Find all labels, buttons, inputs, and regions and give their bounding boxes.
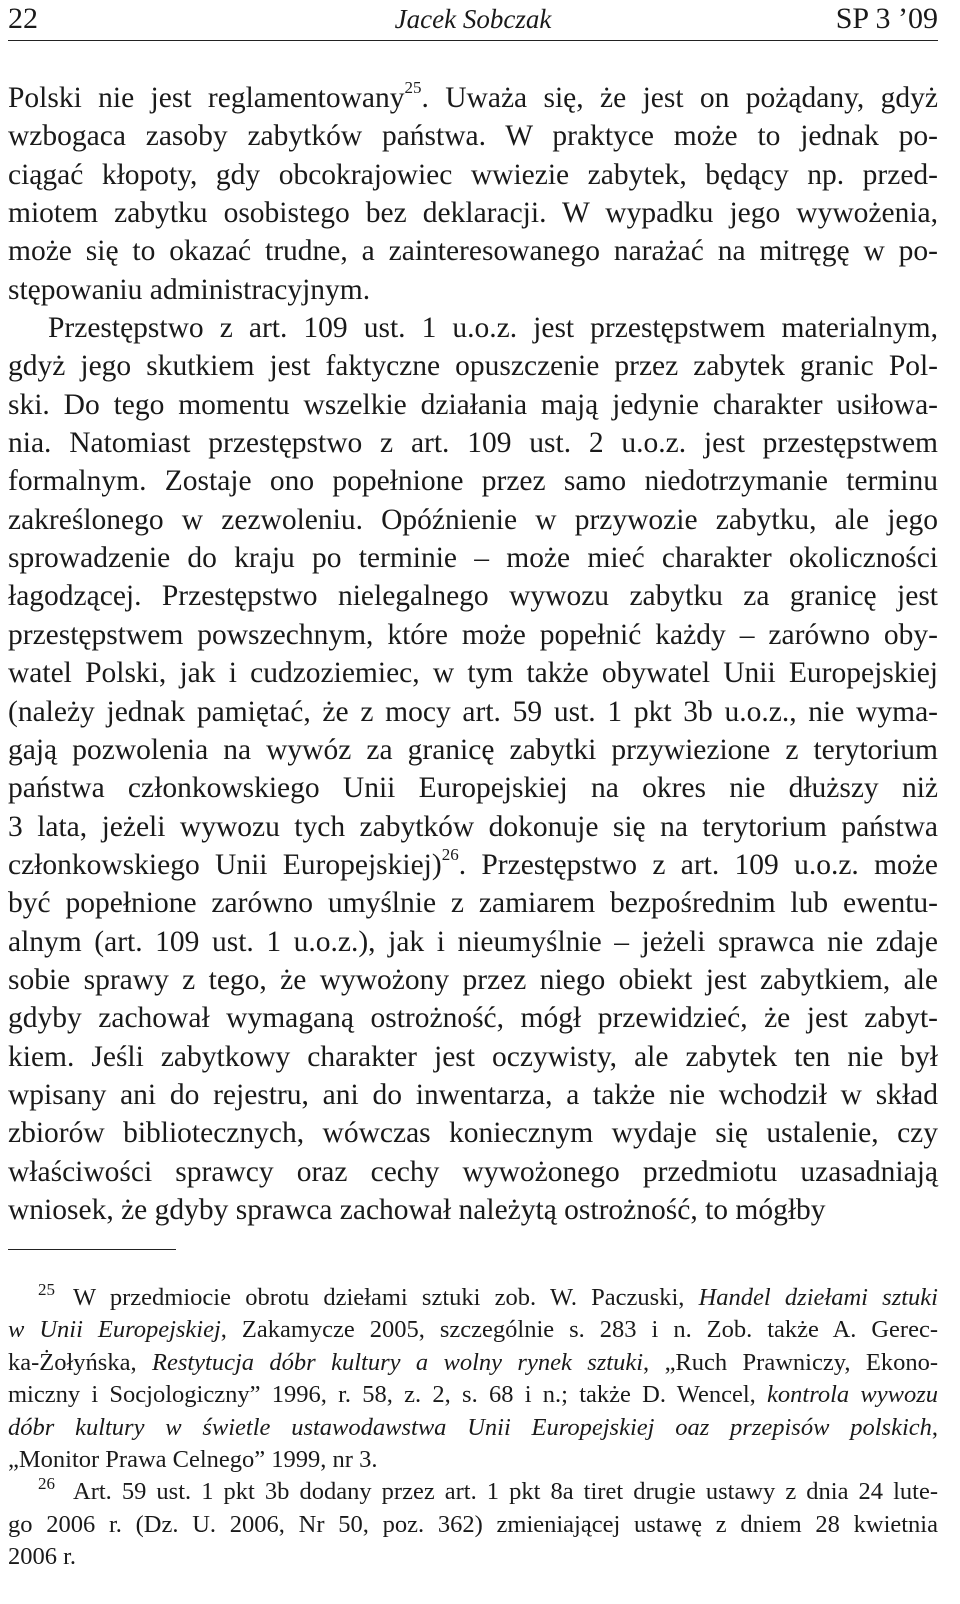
text-line: wpisany ani do rejestru, ani do inwentarza, a także nie wchodził w skład bbox=[8, 1078, 938, 1111]
text-line: 3 lata, jeżeli wywozu tych zabytków dokonuje się na terytorium państwa bbox=[8, 810, 938, 843]
footnotes bbox=[8, 1282, 938, 1574]
text-line: właściwości sprawcy oraz cechy wywożonego przedmiotu uzasadniają bbox=[8, 1155, 938, 1188]
footnote-line: ka-Żołyńska, Restytucja dóbr kultury a wolny rynek sztuki, „Ruch Prawniczy, Ekono- bbox=[8, 1348, 938, 1376]
footnote-line: 2006 r. bbox=[8, 1543, 77, 1571]
footnote-26: $^{26}$ Art. 59 ust. 1 pkt 3b dodany przez art. 1 pkt 8a tiret drugie ustawy z dnia 24 lute- bbox=[38, 1474, 938, 1506]
text-line: formalnym. Zostaje ono popełnione przez samo niedotrzymanie terminu bbox=[8, 465, 938, 498]
text-line: (należy jednak pamiętać, że z mocy art. 59 ust. 1 pkt 3b u.o.z., nie wyma- bbox=[8, 695, 938, 728]
footnote-line: „Monitor Prawa Celnego” 1999, nr 3. bbox=[8, 1445, 378, 1473]
text-line: ciągać kłopoty, gdy obcokrajowiec wwiezie zabytek, będący np. przed- bbox=[8, 158, 938, 191]
footnote-line: go 2006 r. (Dz. U. 2006, Nr 50, poz. 362) zmieniającej ustawę z dniem 28 kwietnia bbox=[8, 1510, 938, 1538]
footnote-ref: 26 bbox=[441, 844, 459, 864]
text-line: gdyż jego skutkiem jest faktyczne opuszczenie przez zabytek granic Pol- bbox=[8, 350, 938, 383]
footnote-line: w Unii Europejskiej, Zakamycze 2005, szczególnie s. 283 i n. Zob. także A. Gerec- bbox=[8, 1316, 938, 1344]
footnote-number: 26 bbox=[38, 1474, 55, 1494]
text-line: ski. Do tego momentu wszelkie działania mają jedynie charakter usiłowa- bbox=[8, 388, 938, 421]
text-line: nia. Natomiast przestępstwo z art. 109 ust. 2 u.o.z. jest przestępstwem bbox=[8, 427, 938, 460]
text-line: zbiorów bibliotecznych, wówczas koniecznym wydaje się ustalenie, czy bbox=[8, 1117, 938, 1150]
text-line: stępowaniu administracyjnym. bbox=[8, 273, 371, 306]
text-line: Przestępstwo z art. 109 ust. 1 u.o.z. jest przestępstwem materialnym, bbox=[48, 312, 938, 345]
running-header bbox=[8, 0, 938, 41]
text-line: alnym (art. 109 ust. 1 u.o.z.), jak i nieumyślnie – jeżeli sprawca nie zdaje bbox=[8, 925, 938, 958]
running-author: Jacek Sobczak bbox=[394, 4, 552, 34]
page-number: 22 bbox=[8, 2, 38, 35]
footnote-25: $^{25}$ W przedmiocie obrotu dziełami sztuki zob. W. Paczuski, Handel dziełami sztuki bbox=[38, 1280, 938, 1311]
text-line: Polski nie jest reglamentowany$^{25}$. Uważa się, że jest on pożądany, gdyż bbox=[8, 78, 938, 114]
main-text bbox=[8, 79, 938, 1229]
text-line: sprowadzenie do kraju po terminie – może mieć charakter okoliczności bbox=[8, 542, 938, 575]
text-line: wniosek, że gdyby sprawca zachował należytą ostrożność, to mógłby bbox=[8, 1193, 826, 1226]
footnote-number: 25 bbox=[38, 1280, 55, 1299]
footnote-line: miczny i Socjologiczny” 1996, r. 58, z. 2, s. 68 i n.; także D. Wencel, kontrola wywozu bbox=[8, 1381, 938, 1409]
text-line: może się to okazać trudne, a zainteresowanego narażać na mitręgę w po- bbox=[8, 235, 938, 268]
footnote-separator bbox=[8, 1249, 176, 1250]
text-line: członkowskiego Unii Europejskiej)$^{26}$. Przestępstwo z art. 109 u.o.z. może bbox=[8, 844, 938, 881]
text-line: państwa członkowskiego Unii Europejskiej na okres nie dłuższy niż bbox=[8, 772, 938, 805]
text-line: przestępstwem powszechnym, które może popełnić każdy – zarówno oby- bbox=[8, 618, 938, 651]
text-line: gdyby zachował wymaganą ostrożność, mógł przewidzieć, że jest zabyt- bbox=[8, 1002, 938, 1035]
footnote-line: dóbr kultury w świetle ustawodawstwa Unii Europejskiej oaz przepisów polskich, bbox=[8, 1413, 938, 1441]
text-line: wzbogaca zasoby zabytków państwa. W praktyce może to jednak po- bbox=[8, 120, 938, 153]
text-line: łagodzącej. Przestępstwo nielegalnego wywozu zabytku za granicę jest bbox=[8, 580, 938, 613]
footnote-ref: 25 bbox=[404, 78, 422, 97]
text-line: miotem zabytku osobistego bez deklaracji. W wypadku jego wywożenia, bbox=[8, 197, 938, 230]
text-line: watel Polski, jak i cudzoziemiec, w tym także obywatel Unii Europejskiej bbox=[8, 657, 938, 690]
journal-issue: SP 3 ’09 bbox=[835, 2, 938, 35]
text-line: kiem. Jeśli zabytkowy charakter jest oczywisty, ale zabytek ten nie był bbox=[8, 1040, 938, 1073]
text-line: sobie sprawy z tego, że wywożony przez niego obiekt jest zabytkiem, ale bbox=[8, 963, 938, 996]
text-line: gają pozwolenia na wywóz za granicę zabytki przywiezione z terytorium bbox=[8, 733, 938, 766]
text-line: zakreślonego w zezwoleniu. Opóźnienie w przywozie zabytku, ale jego bbox=[8, 503, 938, 536]
text-line: być popełnione zarówno umyślnie z zamiarem bezpośrednim lub ewentu- bbox=[8, 887, 938, 920]
